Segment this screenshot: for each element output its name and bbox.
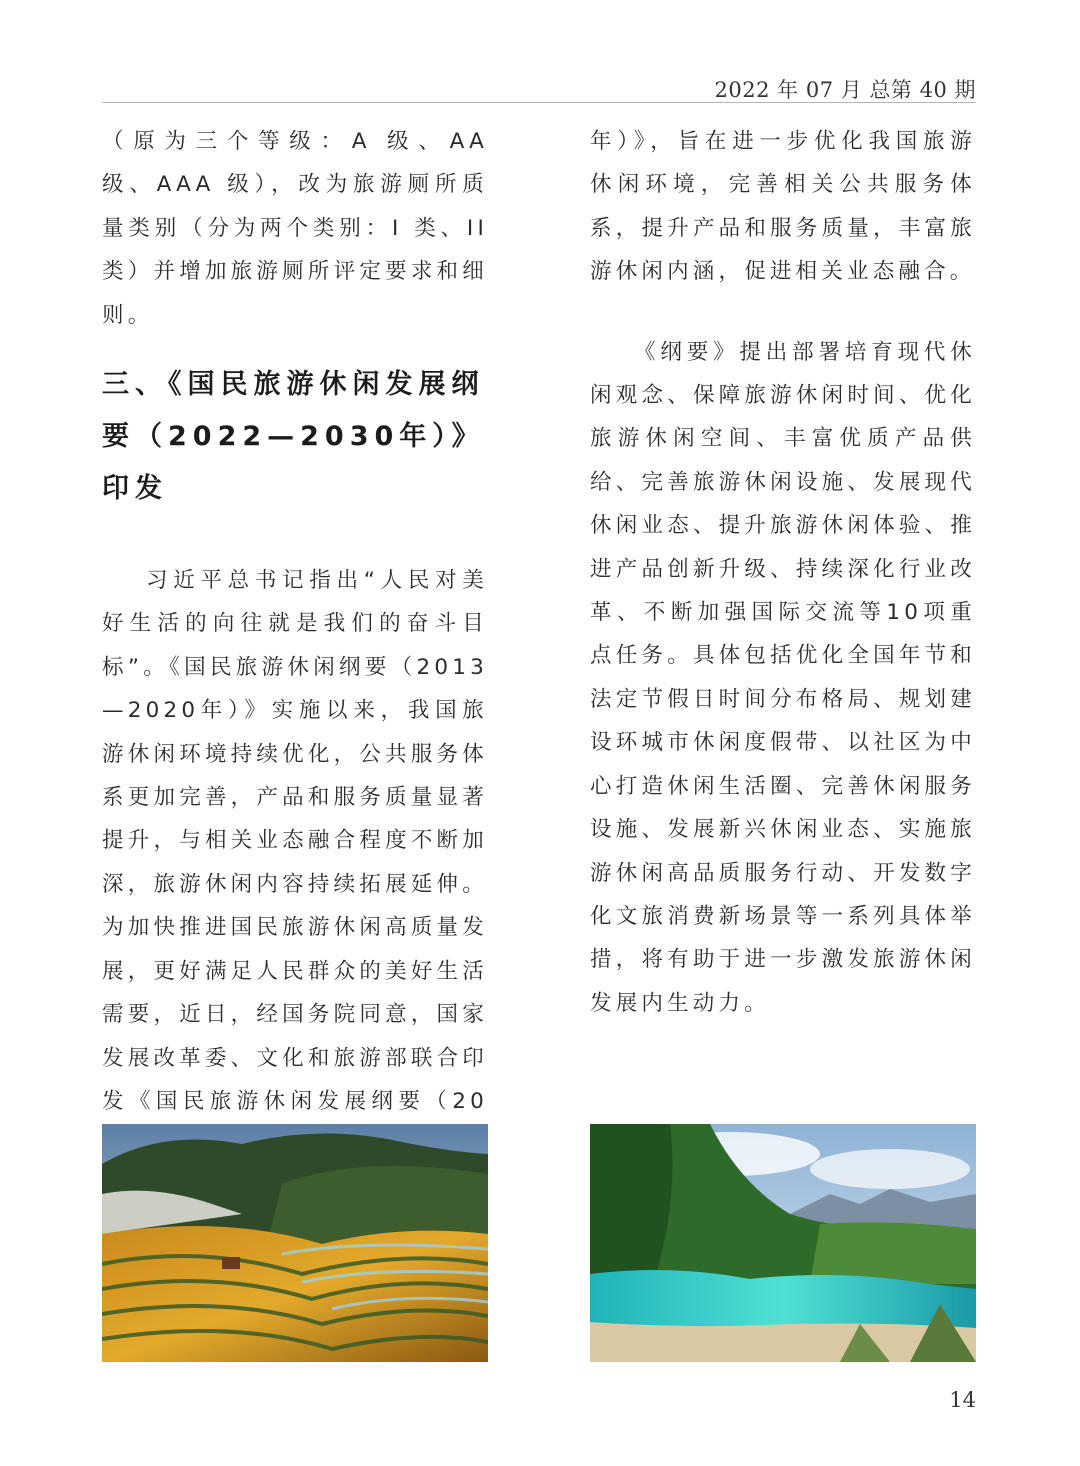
header-divider: [102, 102, 976, 103]
turquoise-pools-photo: [590, 1124, 976, 1362]
issue-header: 2022 年 07 月 总第 40 期: [714, 78, 976, 102]
right-column: [590, 120, 976, 1025]
left-column: [102, 120, 488, 1167]
section-heading: 三、《国民旅游休闲发展纲要（2022—2030年）》印发: [102, 369, 485, 505]
right-continued-paragraph: 年）》，旨在进一步优化我国旅游休闲环境，完善相关公共服务体系，提升产品和服务质量，丰富旅游休闲内涵，促进相关业态融合。: [590, 129, 976, 285]
rice-terrace-photo: [102, 1124, 488, 1362]
left-main-paragraph: 习近平总书记指出“人民对美好生活的向往就是我们的奋斗目标”。《国民旅游休闲纲要（2013—2020年）》实施以来，我国旅游休闲环境持续优化，公共服务体系更加完善，产品和服务质量显著提升，与相关业态融合程度不断加深，旅游休闲内容持续拓展延伸。为加快推进国民旅游休闲高质量发展，更好满足人民群众的美好生活需要，近日，经国务院同意，国家发展改革委、文化和旅游部联合印发《国民旅游休闲发展纲要（20: [102, 568, 488, 1114]
page-number: 14: [949, 1388, 976, 1412]
right-main-paragraph: 《纲要》提出部署培育现代休闲观念、保障旅游休闲时间、优化旅游休闲空间、丰富优质产品供给、完善旅游休闲设施、发展现代休闲业态、提升旅游休闲体验、推进产品创新升级、持续深化行业改革、不断加强国际交流等10项重点任务。具体包括优化全国年节和法定节假日时间分布格局、规划建设环城市休闲度假带、以社区为中心打造休闲生活圈、完善休闲服务设施、发展新兴休闲业态、实施旅游休闲高品质服务行动、开发数字化文旅消费新场景等一系列具体举措，将有助于进一步激发旅游休闲发展内生动力。: [590, 339, 976, 1016]
left-continued-paragraph: （原为三个等级：A 级、AA 级、AAA 级），改为旅游厕所质量类别（分为两个类别：I 类、II 类）并增加旅游厕所评定要求和细则。: [102, 129, 488, 328]
